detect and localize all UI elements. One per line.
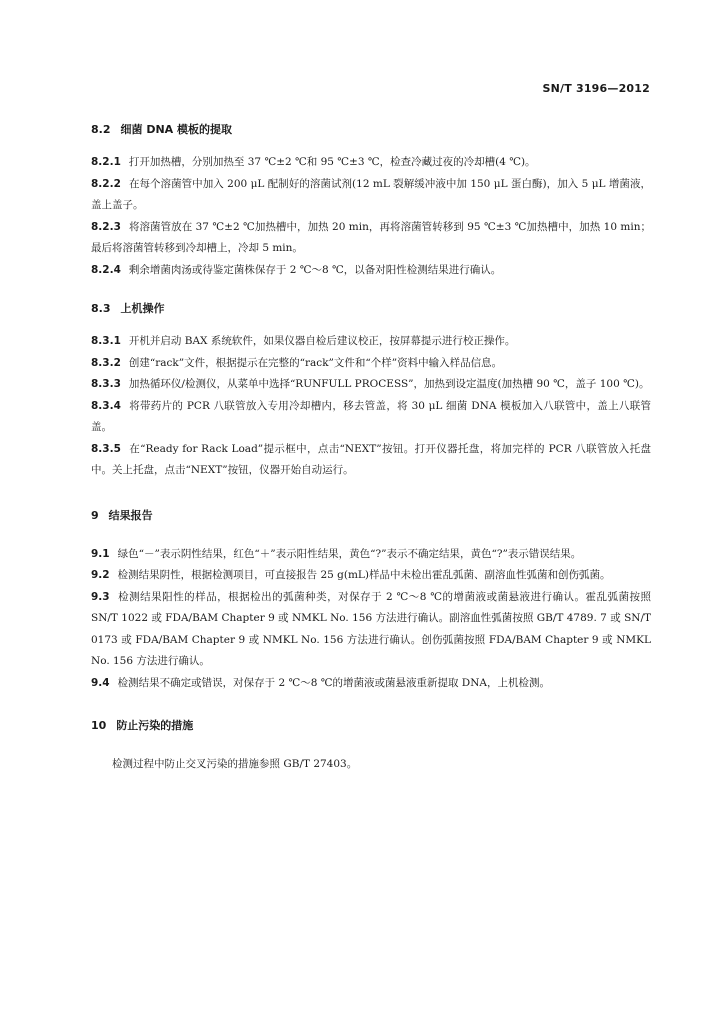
clause-number: 9.3	[91, 590, 110, 603]
clause-text: 将溶菌管放在 37 ℃±2 ℃加热槽中，加热 20 min，再将溶菌管转移到 95 ℃±3 ℃加热槽中，加热 10 min；最后将溶菌管转移到冷却槽上，冷却 5 min。	[91, 220, 651, 254]
clause-8-2-1	[91, 152, 651, 174]
clause-text: 在每个溶菌管中加入 200 μL 配制好的溶菌试剂(12 mL 裂解缓冲液中加 150 μL 蛋白酶)，加入 5 μL 增菌液，盖上盖子。	[91, 177, 651, 211]
clause-8-2-4	[91, 260, 651, 282]
clause-8-2-2	[91, 174, 651, 217]
section-10-paragraph: 检测过程中防止交叉污染的措施参照 GB/T 27403。	[112, 758, 358, 770]
section-title: 细菌 DNA 模板的提取	[120, 123, 233, 136]
section-number: 9	[91, 508, 99, 522]
section-heading-10	[91, 718, 651, 734]
clause-8-3-4	[91, 396, 651, 439]
clause-text: 绿色“－”表示阴性结果，红色“＋”表示阳性结果，黄色“?”表示不确定结果，黄色“?”表示错误结果。	[117, 547, 582, 560]
clause-number: 8.3.1	[91, 335, 121, 347]
clause-9-1	[91, 544, 651, 566]
section-title: 上机操作	[120, 302, 165, 315]
section-number: 8.3	[91, 302, 111, 315]
clause-number: 8.2.2	[91, 177, 121, 190]
clause-8-3-5	[91, 439, 651, 482]
clause-text: 检测结果阴性，根据检测项目，可直接报告 25 g(mL)样品中未检出霍乱弧菌、副溶血性弧菌和创伤弧菌。	[117, 569, 611, 581]
section-heading-9	[91, 508, 651, 524]
clause-9-4	[91, 673, 651, 695]
document-id-header: SN/T 3196—2012	[542, 82, 650, 95]
clause-text: 在“Ready for Rack Load”提示框中，点击“NEXT”按钮。打开仪器托盘，将加完样的 PCR 八联管放入托盘中。关上托盘，点击“NEXT”按钮，仪器开始自动运行。	[91, 442, 651, 476]
clause-number: 8.2.4	[91, 263, 121, 276]
clause-text: 开机并启动 BAX 系统软件，如果仪器自检后建议校正，按屏幕提示进行校正操作。	[128, 335, 516, 347]
clause-number: 8.3.3	[91, 378, 121, 390]
clause-text: 打开加热槽，分别加热至 37 ℃±2 ℃和 95 ℃±3 ℃，检查冷藏过夜的冷却槽(4 ℃)。	[128, 156, 536, 168]
section-title: 防止污染的措施	[116, 719, 194, 732]
section-number: 8.2	[91, 123, 111, 136]
clause-number: 8.3.4	[91, 399, 121, 412]
clause-number: 9.1	[91, 547, 110, 560]
clause-number: 8.2.1	[91, 156, 121, 168]
clause-8-2-3	[91, 217, 651, 260]
section-heading-8-3	[91, 301, 651, 317]
document-body	[91, 122, 651, 776]
clause-9-3	[91, 587, 651, 673]
clause-number: 9.4	[91, 676, 110, 689]
clause-number: 8.3.2	[91, 356, 121, 369]
clause-text: 检测结果阳性的样品，根据检出的弧菌种类，对保存于 2 ℃～8 ℃的增菌液或菌悬液进行确认。霍乱弧菌按照 SN/T 1022 或 FDA/BAM Chapter 9 或 NMKL No. 156 方法进行确认。副溶血性弧菌按照 GB/T 4789. 7 或 SN/T 0173 或 FDA/BAM Chapter 9 或 NMKL No. 156 方法进行确认。创伤弧菌按照 FDA/BAM Chapter 9 或 NMKL No. 156 方法进行确认。	[91, 590, 651, 667]
clause-text: 创建“rack”文件，根据提示在完整的“rack”文件和“个样”资料中输入样品信息。	[128, 356, 503, 369]
clause-8-3-3	[91, 374, 651, 396]
section-heading-8-2	[91, 122, 651, 138]
clause-text: 将带药片的 PCR 八联管放入专用冷却槽内，移去管盖，将 30 μL 细菌 DNA 模板加入八联管中，盖上八联管盖。	[91, 399, 651, 433]
clause-number: 9.2	[91, 569, 110, 581]
clause-number: 8.3.5	[91, 442, 121, 455]
clause-8-3-2	[91, 353, 651, 375]
section-title: 结果报告	[108, 508, 153, 522]
clause-text: 检测结果不确定或错误，对保存于 2 ℃～8 ℃的增菌液或菌悬液重新提取 DNA，上机检测。	[117, 676, 550, 689]
clause-text: 剩余增菌肉汤或待鉴定菌株保存于 2 ℃～8 ℃，以备对阳性检测结果进行确认。	[128, 263, 502, 276]
clause-number: 8.2.3	[91, 220, 121, 233]
section-number: 10	[91, 719, 107, 732]
clause-8-3-1	[91, 331, 651, 353]
clause-text: 加热循环仪/检测仪，从菜单中选择“RUNFULL PROCESS”，加热到设定温度(加热槽 90 ℃，盖子 100 ℃)。	[128, 378, 650, 390]
clause-9-2	[91, 565, 651, 587]
